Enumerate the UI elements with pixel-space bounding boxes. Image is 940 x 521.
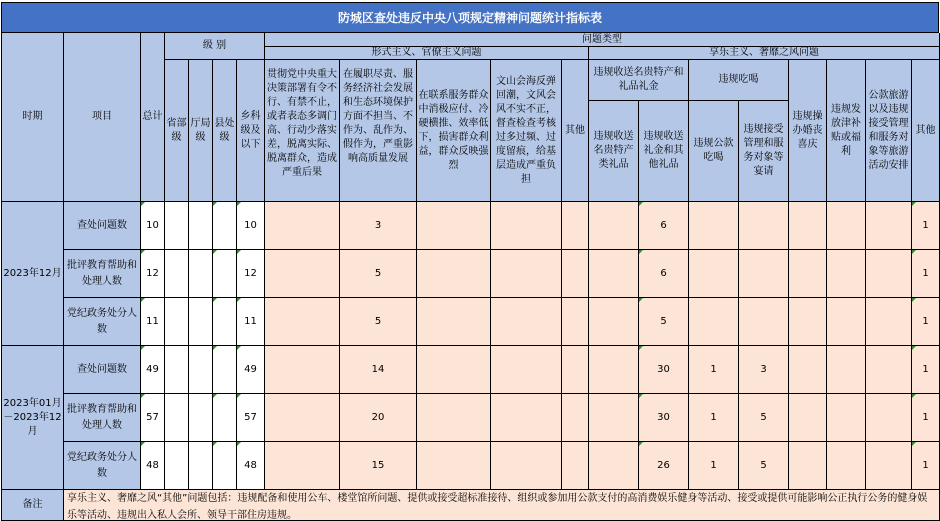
row-hedonism-other: 1 — [912, 442, 940, 490]
row-allowances — [827, 442, 866, 490]
row-formalism-serve — [417, 202, 491, 250]
row-gift-other: 5 — [639, 298, 689, 346]
row-level-bureau — [189, 346, 213, 394]
header-eat-banquet: 违规接受管理和服务对象等宴请 — [739, 101, 789, 202]
row-eat-public — [689, 202, 739, 250]
row-gift-specialty — [589, 394, 639, 442]
header-gift-other: 违规收送礼金和其他礼品 — [639, 101, 689, 202]
row-gift-specialty — [589, 250, 639, 298]
row-eat-public: 1 — [689, 346, 739, 394]
row-allowances — [827, 346, 866, 394]
header-level-county: 县处级 — [213, 60, 237, 202]
row-level-township: 10 — [237, 202, 265, 250]
row-formalism-decision — [265, 202, 340, 250]
row-tourism — [866, 202, 912, 250]
row-formalism-meetings — [491, 202, 562, 250]
header-formalism-serve: 在联系服务群众中消极应付、冷硬横推、效率低下，损害群众利益，群众反映强烈 — [417, 60, 491, 202]
row-eat-banquet — [739, 202, 789, 250]
row-eat-banquet: 3 — [739, 346, 789, 394]
row-item: 党纪政务处分人数 — [64, 298, 141, 346]
row-tourism — [866, 298, 912, 346]
row-formalism-serve — [417, 346, 491, 394]
row-gift-other: 30 — [639, 394, 689, 442]
row-formalism-serve — [417, 442, 491, 490]
row-level-county — [213, 202, 237, 250]
row-weddings — [789, 202, 827, 250]
row-level-bureau — [189, 250, 213, 298]
row-hedonism-other: 1 — [912, 394, 940, 442]
row-level-county — [213, 250, 237, 298]
row-formalism-decision — [265, 298, 340, 346]
note-label: 备注 — [1, 490, 64, 521]
row-formalism-duty: 3 — [340, 202, 417, 250]
row-allowances — [827, 202, 866, 250]
note-text: 享乐主义、奢靡之风“其他”问题包括：违规配备和使用公车、楼堂馆所问题、提供或接受超标准接待、组织或参加用公款支付的高消费娱乐健身等活动、接受或提供可能影响公正执行公务的健身娱乐等活动、违规出入私人会所、领导干部住房违规。 — [64, 490, 940, 521]
row-formalism-duty: 20 — [340, 394, 417, 442]
row-formalism-other — [562, 202, 589, 250]
row-item: 批评教育帮助和处理人数 — [64, 250, 141, 298]
row-total: 11 — [141, 298, 165, 346]
row-formalism-other — [562, 442, 589, 490]
row-item: 批评教育帮助和处理人数 — [64, 394, 141, 442]
header-formalism-other: 其他 — [562, 60, 589, 202]
row-level-bureau — [189, 298, 213, 346]
row-level-bureau — [189, 442, 213, 490]
row-allowances — [827, 298, 866, 346]
period-label-year: 2023年01月－2023年12月 — [1, 346, 64, 490]
row-formalism-decision — [265, 346, 340, 394]
row-formalism-duty: 5 — [340, 250, 417, 298]
row-gift-other: 6 — [639, 202, 689, 250]
header-weddings: 违规操办婚丧喜庆 — [789, 60, 827, 202]
row-total: 57 — [141, 394, 165, 442]
row-level-county — [213, 298, 237, 346]
row-level-province — [165, 346, 189, 394]
header-formalism-meetings: 文山会海反弹回潮，文风会风不实不正，督查检查考核过多过频、过度留痕，给基层造成严重负担 — [491, 60, 562, 202]
header-gift-group: 违规收送名贵特产和礼品礼金 — [589, 60, 689, 101]
row-formalism-other — [562, 250, 589, 298]
row-level-province — [165, 442, 189, 490]
row-formalism-duty: 5 — [340, 298, 417, 346]
row-eat-public: 1 — [689, 394, 739, 442]
row-item: 查处问题数 — [64, 202, 141, 250]
table-title: 防城区查处违反中央八项规定精神问题统计指标表 — [1, 2, 939, 33]
row-eat-public: 1 — [689, 442, 739, 490]
row-weddings — [789, 346, 827, 394]
row-formalism-meetings — [491, 346, 562, 394]
row-eat-public — [689, 250, 739, 298]
row-item: 查处问题数 — [64, 346, 141, 394]
row-gift-specialty — [589, 346, 639, 394]
row-eat-banquet: 5 — [739, 442, 789, 490]
row-level-province — [165, 298, 189, 346]
row-item: 党纪政务处分人数 — [64, 442, 141, 490]
row-formalism-decision — [265, 394, 340, 442]
row-total: 48 — [141, 442, 165, 490]
row-weddings — [789, 442, 827, 490]
row-eat-banquet — [739, 298, 789, 346]
row-gift-specialty — [589, 298, 639, 346]
period-label-month: 2023年12月 — [1, 202, 64, 346]
row-hedonism-other: 1 — [912, 202, 940, 250]
row-weddings — [789, 298, 827, 346]
row-formalism-decision — [265, 442, 340, 490]
header-tourism: 公款旅游以及违规接受管理和服务对象等旅游活动安排 — [866, 60, 912, 202]
row-hedonism-other: 1 — [912, 346, 940, 394]
row-gift-specialty — [589, 442, 639, 490]
header-level-bureau: 厅局级 — [189, 60, 213, 202]
header-hedonism-other: 其他 — [912, 60, 940, 202]
row-level-township: 49 — [237, 346, 265, 394]
row-weddings — [789, 250, 827, 298]
row-eat-banquet: 5 — [739, 394, 789, 442]
header-eat-public: 违规公款吃喝 — [689, 101, 739, 202]
row-formalism-decision — [265, 250, 340, 298]
row-allowances — [827, 250, 866, 298]
header-formalism-group: 形式主义、官僚主义问题 — [265, 47, 589, 60]
row-total: 49 — [141, 346, 165, 394]
row-level-county — [213, 394, 237, 442]
header-formalism-duty: 在履职尽责、服务经济社会发展和生态环境保护方面不担当、不作为、乱作为、假作为，严重影响高质量发展 — [340, 60, 417, 202]
row-tourism — [866, 250, 912, 298]
row-level-township: 12 — [237, 250, 265, 298]
row-formalism-duty: 14 — [340, 346, 417, 394]
row-formalism-serve — [417, 394, 491, 442]
row-formalism-serve — [417, 298, 491, 346]
header-level-township: 乡科级及以下 — [237, 60, 265, 202]
header-gift-specialty: 违规收送名贵特产类礼品 — [589, 101, 639, 202]
row-allowances — [827, 394, 866, 442]
row-gift-other: 26 — [639, 442, 689, 490]
header-period: 时期 — [1, 33, 64, 202]
row-formalism-other — [562, 346, 589, 394]
row-formalism-other — [562, 298, 589, 346]
row-formalism-meetings — [491, 298, 562, 346]
row-level-bureau — [189, 394, 213, 442]
header-formalism-decision: 贯彻党中央重大决策部署有令不行、有禁不止，或者表态多调门高、行动少落实差，脱离实际、脱离群众，造成严重后果 — [265, 60, 340, 202]
header-total: 总计 — [141, 33, 165, 202]
row-level-county — [213, 346, 237, 394]
row-gift-specialty — [589, 202, 639, 250]
row-level-county — [213, 442, 237, 490]
row-total: 12 — [141, 250, 165, 298]
row-hedonism-other: 1 — [912, 298, 940, 346]
row-hedonism-other: 1 — [912, 250, 940, 298]
header-eat-group: 违规吃喝 — [689, 60, 789, 101]
header-hedonism-group: 享乐主义、奢靡之风问题 — [589, 47, 940, 60]
row-level-township: 57 — [237, 394, 265, 442]
row-formalism-serve — [417, 250, 491, 298]
row-weddings — [789, 394, 827, 442]
row-eat-public — [689, 298, 739, 346]
row-gift-other: 30 — [639, 346, 689, 394]
header-problem-type: 问题类型 — [265, 33, 940, 47]
row-formalism-meetings — [491, 394, 562, 442]
row-level-province — [165, 394, 189, 442]
header-level-group: 级 别 — [165, 33, 265, 60]
row-gift-other: 6 — [639, 250, 689, 298]
header-allowances: 违规发放津补贴或福利 — [827, 60, 866, 202]
row-formalism-meetings — [491, 250, 562, 298]
header-item: 项目 — [64, 33, 141, 202]
row-level-bureau — [189, 202, 213, 250]
row-total: 10 — [141, 202, 165, 250]
row-tourism — [866, 442, 912, 490]
row-level-township: 11 — [237, 298, 265, 346]
row-level-province — [165, 250, 189, 298]
row-formalism-duty: 15 — [340, 442, 417, 490]
header-level-province: 省部级 — [165, 60, 189, 202]
row-tourism — [866, 346, 912, 394]
row-tourism — [866, 394, 912, 442]
row-level-province — [165, 202, 189, 250]
row-formalism-meetings — [491, 442, 562, 490]
row-level-township: 48 — [237, 442, 265, 490]
row-formalism-other — [562, 394, 589, 442]
row-eat-banquet — [739, 250, 789, 298]
